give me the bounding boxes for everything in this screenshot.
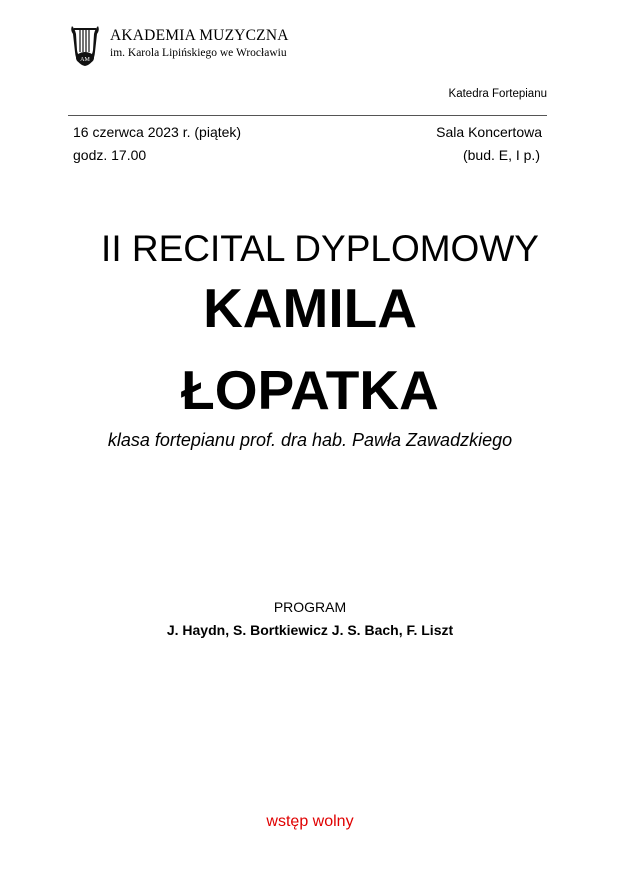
event-time: godz. 17.00: [73, 147, 147, 163]
performer-last-name: ŁOPATKA: [181, 359, 439, 421]
admission-note: wstęp wolny: [266, 813, 354, 830]
program-composers: J. Haydn, S. Bortkiewicz J. S. Bach, F. Liszt: [166, 622, 454, 638]
department: Katedra Fortepianu: [448, 88, 547, 100]
header-divider: [68, 115, 547, 116]
svg-text:AM: AM: [80, 57, 90, 63]
recital-title: II RECITAL DYPLOMOWY: [101, 228, 539, 269]
lyre-logo-icon: [68, 22, 102, 68]
institution-name: AKADEMIA MUZYCZNA: [110, 27, 289, 44]
performer-first-name: KAMILA: [203, 277, 417, 339]
program-heading: PROGRAM: [273, 599, 347, 615]
event-date: 16 czerwca 2023 r. (piątek): [73, 124, 242, 140]
event-building: (bud. E, I p.): [462, 147, 540, 163]
event-venue: Sala Koncertowa: [436, 124, 542, 140]
institution-subtitle: im. Karola Lipińskiego we Wrocławiu: [110, 47, 287, 59]
class-info: klasa fortepianu prof. dra hab. Pawła Zawadzkiego: [107, 430, 513, 450]
